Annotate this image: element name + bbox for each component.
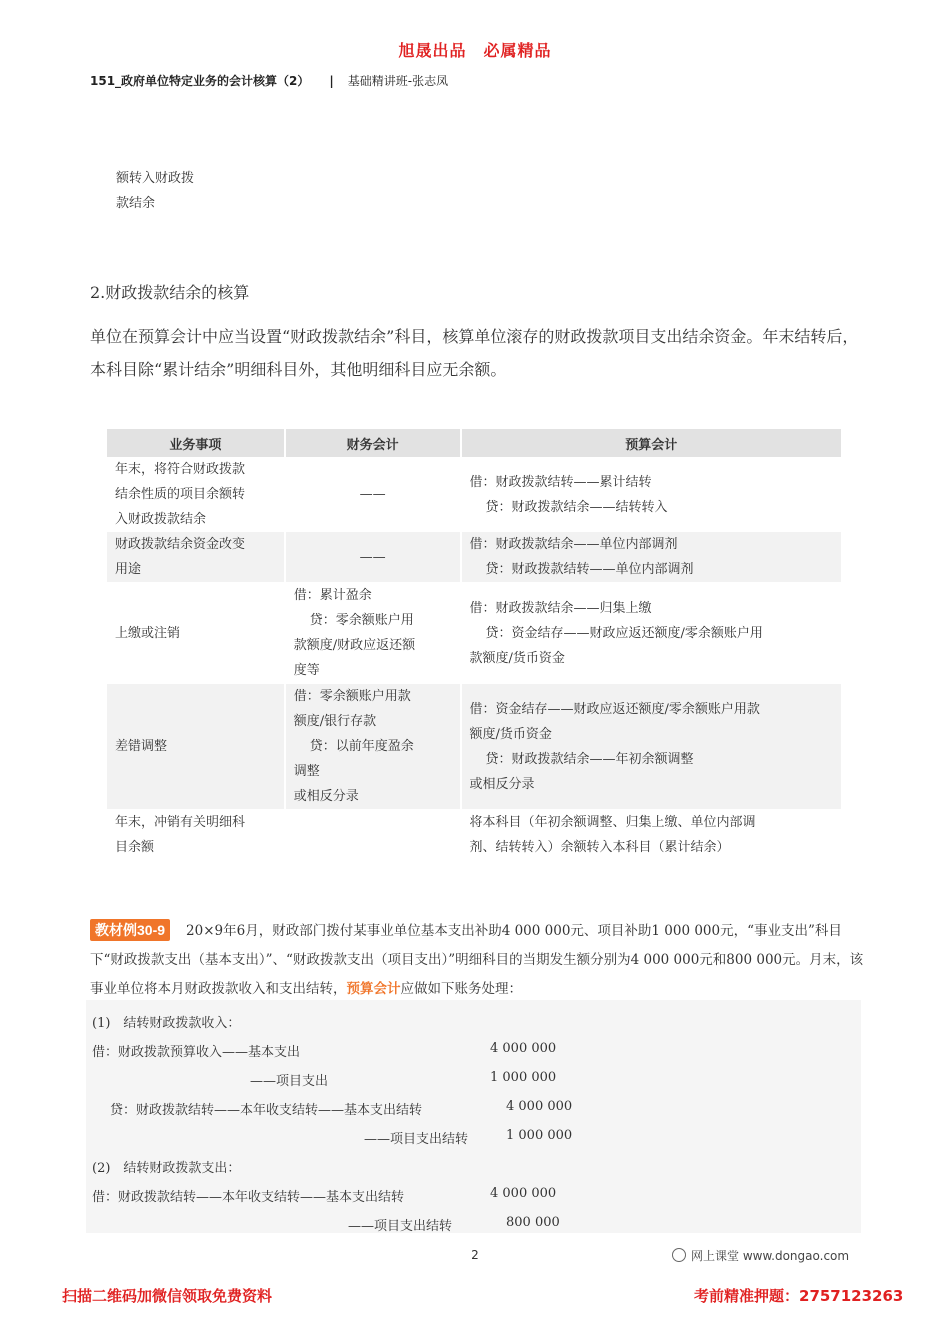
budget-entry-cell [461, 684, 842, 809]
cell-line: 借：财政拨款结余——归集上缴 [469, 600, 652, 616]
brand-banner: 旭晟出品 必属精品 [398, 41, 552, 60]
cell-line: 贷：财政拨款结余——结转转入 [485, 499, 668, 515]
cell-line: 结余性质的项目余额转 [115, 487, 246, 502]
cell-line: 贷：资金结存——财政应返还额度/零余额账户用 [485, 625, 763, 641]
cell-line: 入财政拨款结余 [115, 512, 207, 527]
cell-line: 额度/银行存款 [293, 714, 377, 729]
cell-line: 贷：财政拨款结余——年初余额调整 [485, 751, 694, 767]
cell-line: 或相反分录 [293, 789, 359, 804]
cell-line: 借：财政拨款结余——单位内部调剂 [469, 537, 678, 552]
cell-line: 借：累计盈余 [293, 588, 372, 603]
entry-credit-line: 贷：财政拨款结转——本年收支结转——基本支出结转 [110, 1103, 423, 1118]
financial-entry-cell [285, 457, 461, 532]
budget-entry-cell [461, 582, 842, 684]
entry-debit-line: ——项目支出 [250, 1074, 329, 1089]
intro-paragraph: 单位在预算会计中应当设置“财政拨款结余”科目，核算单位滚存的财政拨款项目支出结余资金。年末结转后，本科目除“累计结余”明细科目外，其他明细科目应无余额。 [90, 327, 859, 379]
budget-entry-cell [461, 809, 842, 861]
cell-line: 借：财政拨款结转——累计结转 [469, 474, 652, 490]
cell-line: 剂、结转转入）余额转入本科目（累计结余） [469, 840, 730, 855]
cell-line: 年末，冲销有关明细科 [115, 815, 246, 830]
table-row [107, 684, 842, 809]
lecture-title: 151_政府单位特定业务的会计核算（2） [90, 74, 310, 88]
cell-line: 借：零余额账户用款 [293, 689, 411, 704]
business-item-cell [107, 684, 285, 809]
carryover-text-fragment [116, 166, 194, 216]
entry-amount: 1 000 000 [490, 1070, 557, 1085]
entry-credit-line: ——项目支出结转 [364, 1132, 469, 1147]
example-tag: 教材例30-9 [90, 919, 170, 941]
section-title: 2.财政拨款结余的核算 [90, 283, 250, 302]
entry-amount: 800 000 [506, 1215, 560, 1230]
cell-line: 款额度/货币资金 [469, 650, 565, 666]
accounting-table [107, 429, 843, 861]
cell-line: 目余额 [115, 840, 155, 855]
cell-line: 额度/货币资金 [469, 726, 552, 742]
cell-line: —— [359, 487, 386, 502]
entry-debit-line: ——项目支出结转 [348, 1219, 453, 1234]
cell-line: 调整 [293, 764, 320, 779]
business-item-cell [107, 582, 285, 684]
example-text-end: 应做如下账务处理： [400, 981, 522, 997]
cell-line: 款额度/财政应返还额 [293, 638, 416, 653]
entry-amount: 1 000 000 [506, 1128, 573, 1143]
business-item-cell [107, 532, 285, 582]
financial-entry-cell [285, 809, 461, 861]
cell-line: —— [359, 549, 386, 565]
cell-line: 贷：财政拨款结转——单位内部调剂 [485, 562, 694, 577]
financial-entry-cell [285, 582, 461, 684]
document-header [90, 72, 448, 89]
cell-line: 用途 [115, 562, 142, 577]
fragment-line: 款结余 [116, 196, 156, 211]
cell-line: 年末，将符合财政拨款 [115, 462, 246, 477]
page-number: 2 [471, 1248, 479, 1262]
example-highlight: 预算会计 [346, 981, 401, 997]
course-name: 基础精讲班-张志凤 [347, 74, 449, 88]
financial-entry-cell [285, 684, 461, 809]
entry-step-label: (2) 结转财政拨款支出： [92, 1161, 241, 1176]
header-budget-accounting: 预算会计 [461, 429, 842, 457]
table-row [107, 809, 842, 861]
site-watermark [672, 1247, 849, 1264]
cell-line: 将本科目（年初余额调整、归集上缴、单位内部调 [469, 815, 756, 830]
example-text: 20×9年6月，财政部门拨付某事业单位基本支出补助4 000 000元、项目补助1 000 000元，“事业支出”科目下“财政拨款支出（基本支出）”、“财政拨款支出（项目支出）”明细科目的当期发生额分别为4 000 000元和800 000元。月末，该事业单位将本月财政拨款收入和支出结转， [90, 923, 864, 997]
entry-debit-line: 借：财政拨款预算收入——基本支出 [92, 1045, 301, 1060]
entry-debit-line: 借：财政拨款结转——本年收支结转——基本支出结转 [92, 1190, 405, 1205]
cell-line: 上缴或注销 [115, 625, 181, 641]
cell-line: 贷：以前年度盈余 [309, 739, 414, 754]
entry-amount: 4 000 000 [490, 1041, 557, 1056]
footer-promo-right: 考前精准押题：2757123263 [694, 1287, 904, 1305]
cell-line: 差错调整 [115, 739, 168, 754]
site-url: 网上课堂 www.dongao.com [691, 1249, 850, 1263]
cell-line: 借：资金结存——财政应返还额度/零余额账户用款 [469, 701, 760, 717]
footer-promo-left: 扫描二维码加微信领取免费资料 [62, 1287, 273, 1305]
business-item-cell [107, 809, 285, 861]
cell-line: 度等 [293, 663, 320, 678]
header-separator: | [329, 74, 334, 88]
budget-entry-cell [461, 457, 842, 532]
table-row [107, 582, 842, 684]
table-row [107, 532, 842, 582]
table-header-row [107, 429, 842, 457]
header-financial-accounting: 财务会计 [285, 429, 461, 457]
header-business-item: 业务事项 [107, 429, 285, 457]
cell-line: 贷：零余额账户用 [309, 613, 414, 628]
entry-step-label: (1) 结转财政拨款收入： [92, 1016, 241, 1031]
cell-line: 或相反分录 [469, 776, 535, 792]
entry-amount: 4 000 000 [506, 1099, 573, 1114]
fragment-line: 额转入财政拨 [116, 171, 195, 186]
textbook-example [90, 917, 870, 1004]
table-row [107, 457, 842, 532]
financial-entry-cell [285, 532, 461, 582]
cell-line: 财政拨款结余资金改变 [115, 537, 246, 552]
journal-entries-box [86, 1000, 861, 1233]
entry-amount: 4 000 000 [490, 1186, 557, 1201]
business-item-cell [107, 457, 285, 532]
globe-icon [672, 1248, 686, 1262]
budget-entry-cell [461, 532, 842, 582]
